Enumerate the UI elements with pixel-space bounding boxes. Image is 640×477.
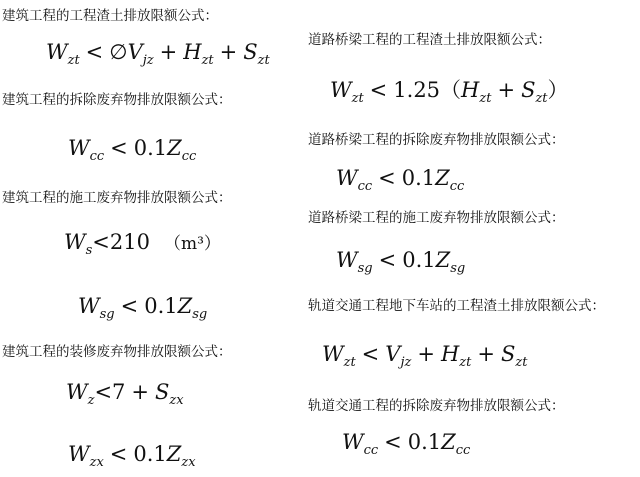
heading-rail-station-muck: 轨道交通工程地下车站的工程渣土排放限额公式： xyxy=(308,298,605,314)
heading-building-muck: 建筑工程的工程渣土排放限额公式： xyxy=(2,8,218,24)
formula-building-decoration-1: $W_z<7 + S_{zx}$ xyxy=(66,380,184,408)
formula-building-demolition: $W_{cc} < 0.1Z_{cc}$ xyxy=(68,136,197,164)
formula-road-demolition: $W_{cc} < 0.1Z_{cc}$ xyxy=(336,166,465,194)
formula-road-muck: $W_{zt} < 1.25(H_{zt} + S_{zt})$ xyxy=(330,78,569,106)
heading-building-decoration: 建筑工程的装修废弃物排放限额公式： xyxy=(2,344,232,360)
heading-road-construction: 道路桥梁工程的施工废弃物排放限额公式： xyxy=(308,210,565,226)
formula-rail-station-muck: $W_{zt} < V_{jz} + H_{zt} + S_{zt}$ xyxy=(322,342,528,370)
heading-road-demolition: 道路桥梁工程的拆除废弃物排放限额公式： xyxy=(308,132,565,148)
heading-building-demolition: 建筑工程的拆除废弃物排放限额公式： xyxy=(2,92,232,108)
formula-road-construction: $W_{sg} < 0.1Z_{sg}$ xyxy=(336,248,466,276)
formula-building-construction-1: $W_s<210$ （m³） xyxy=(64,230,221,258)
formula-building-decoration-2: $W_{zx} < 0.1Z_{zx}$ xyxy=(68,442,196,470)
formula-rail-demolition: $W_{cc} < 0.1Z_{cc}$ xyxy=(342,430,471,458)
heading-road-muck: 道路桥梁工程的工程渣土排放限额公式： xyxy=(308,32,551,48)
formula-building-construction-2: $W_{sg} < 0.1Z_{sg}$ xyxy=(78,294,208,322)
formula-building-muck: $W_{zt}$ < $\emptyset V_{jz} + H_{zt} + S_{zt}$ xyxy=(46,40,270,68)
heading-building-construction: 建筑工程的施工废弃物排放限额公式： xyxy=(2,190,232,206)
heading-rail-demolition: 轨道交通工程的拆除废弃物排放限额公式： xyxy=(308,398,565,414)
